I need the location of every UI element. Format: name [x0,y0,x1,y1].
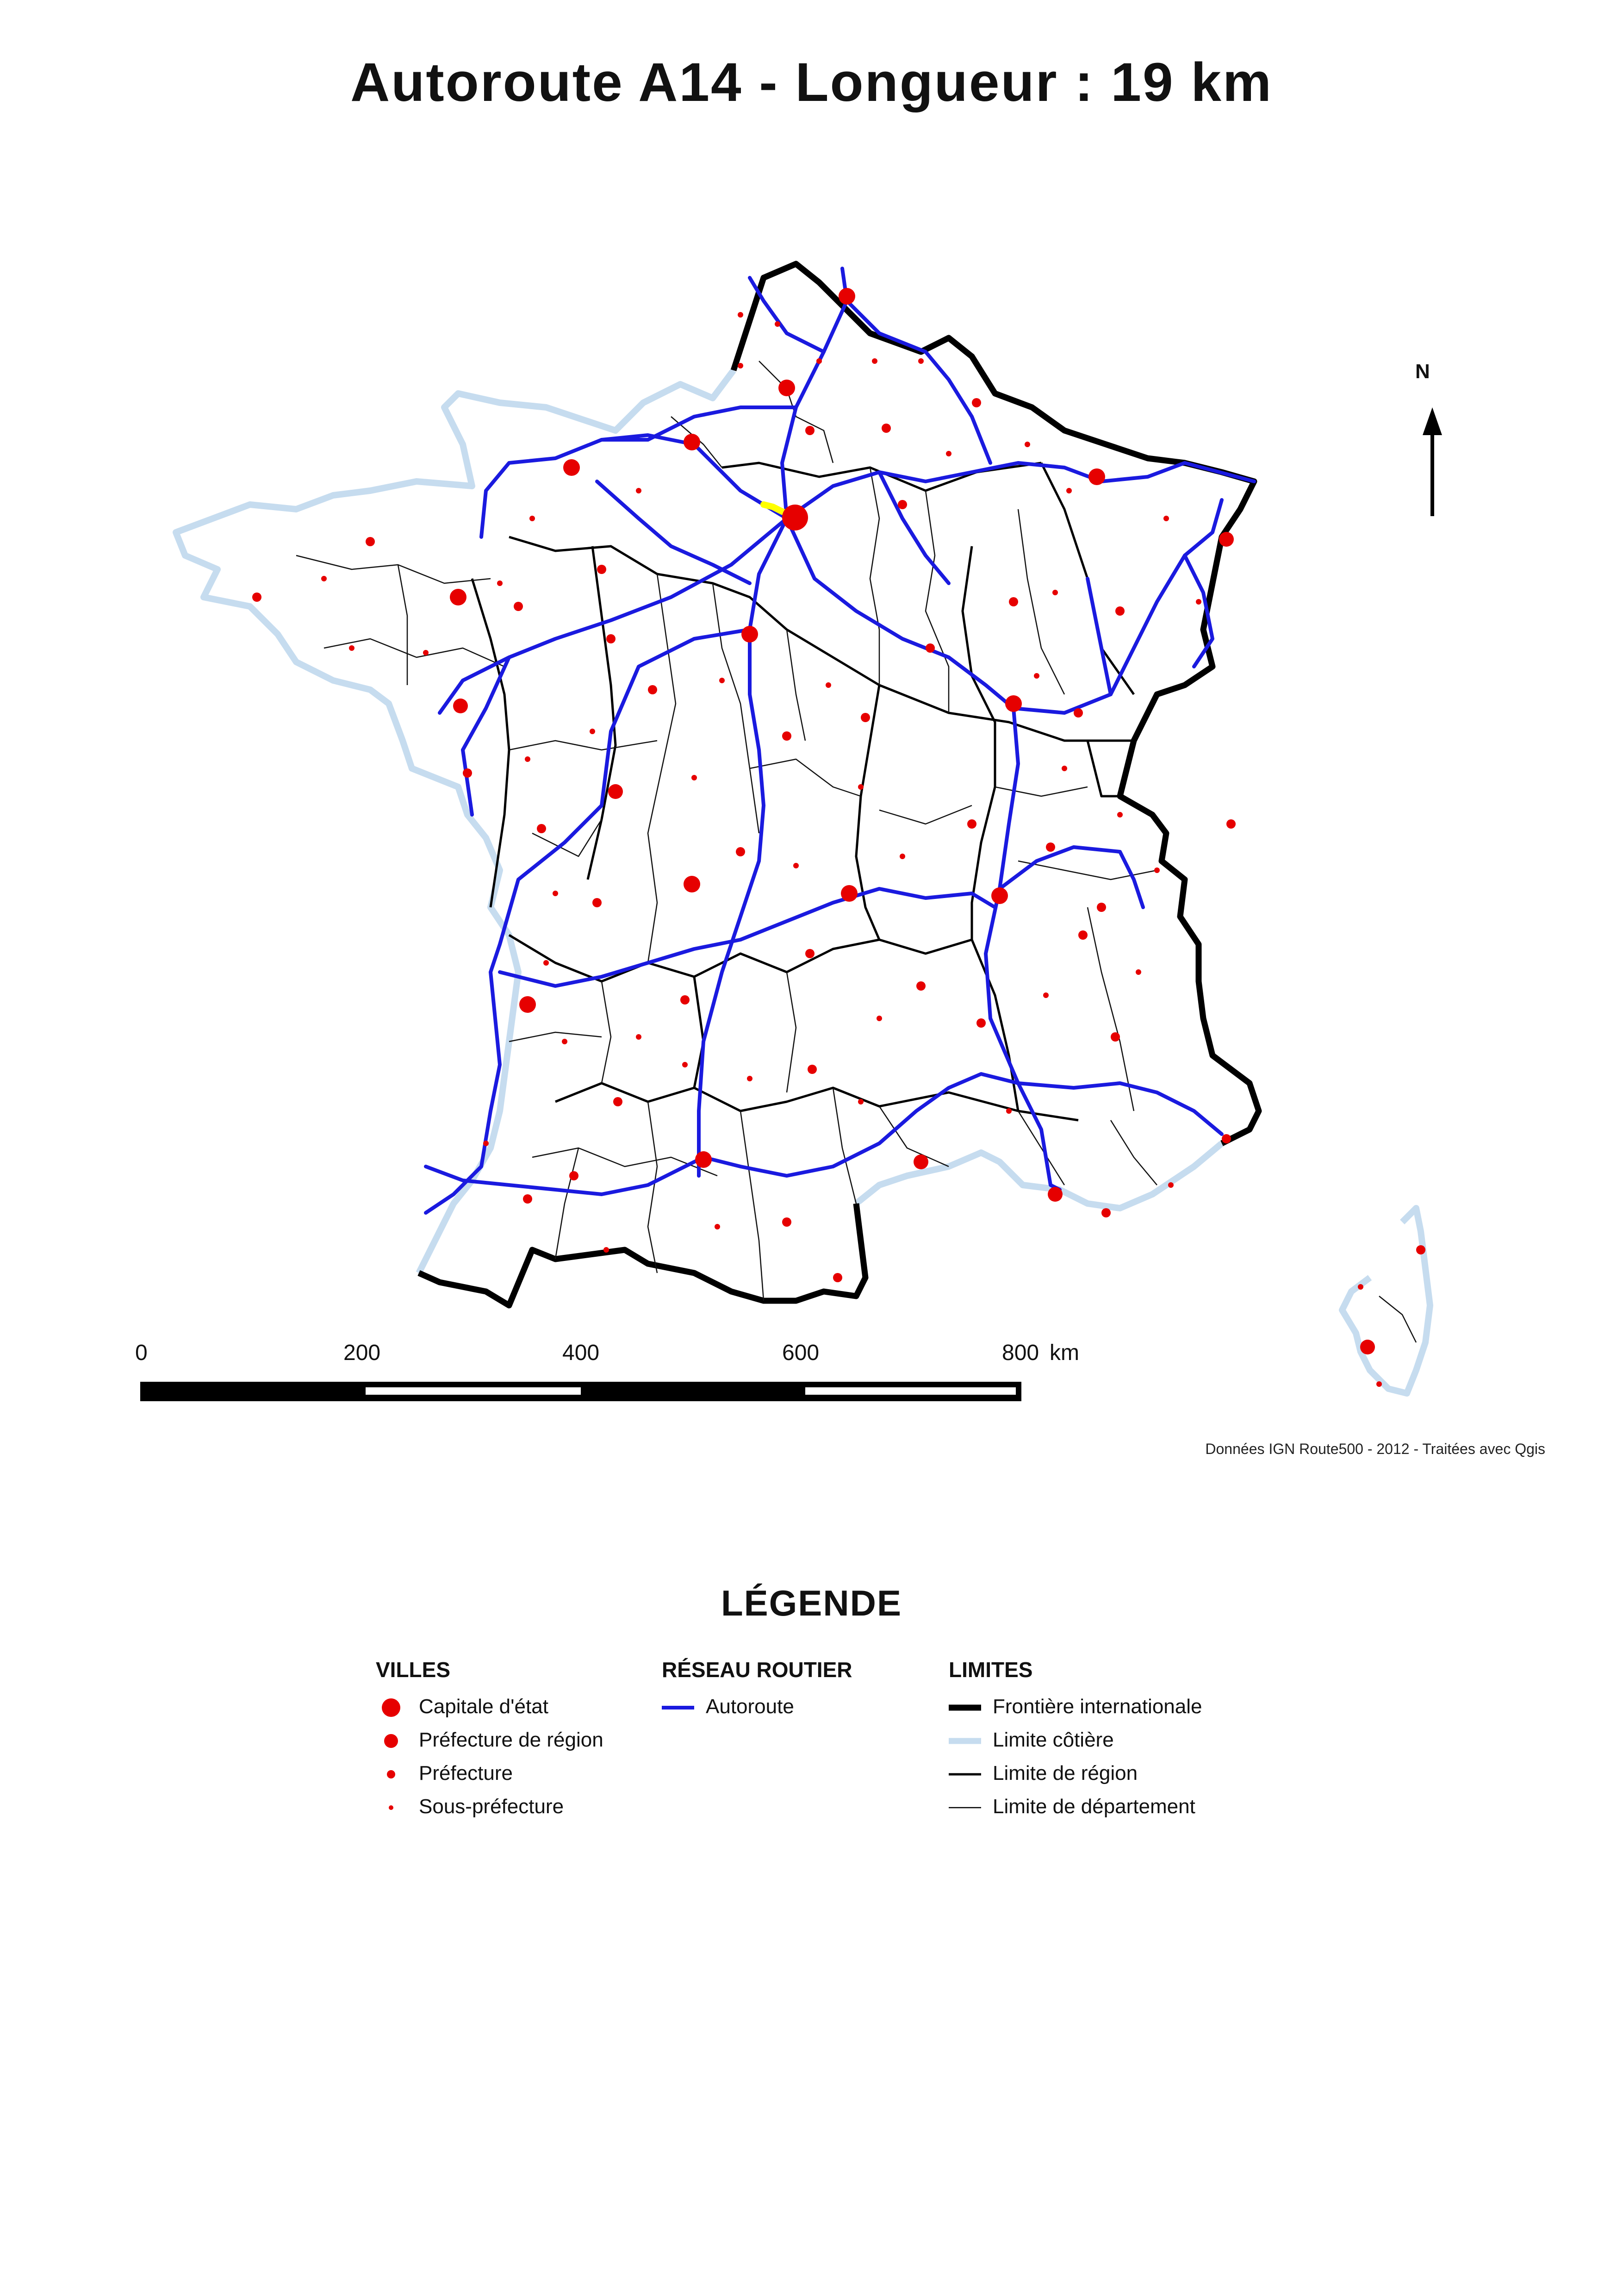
legend-subprefecture-label: Sous-préfecture [419,1795,564,1818]
legend-capital-symbol [382,1698,400,1717]
international-border [419,264,1259,1305]
legend-villes-title: VILLES [376,1658,451,1682]
scale-tick-600: 600 [782,1341,820,1365]
legend-prefecture-symbol [387,1770,395,1778]
legend-title: LÉGENDE [721,1583,902,1623]
legend-autoroute-label: Autoroute [706,1695,794,1718]
scale-tick-0: 0 [135,1341,148,1365]
scale-tick-800: 800 [1002,1341,1039,1365]
scale-tick-400: 400 [562,1341,600,1365]
cities [252,288,1425,1387]
scale-bar [141,1383,1020,1400]
city-prefecture-region [563,459,580,476]
north-label: N [1415,360,1430,383]
legend-coast-label: Limite côtière [993,1728,1114,1751]
legend-region-prefecture-label: Préfecture de région [419,1728,603,1751]
legend-international-border-label: Frontière internationale [993,1695,1202,1718]
north-arrow [1423,407,1442,516]
region-limits [472,463,1134,1120]
source-credit: Données IGN Route500 - 2012 - Traitées avec Qgis [1205,1441,1545,1457]
legend-limites-title: LIMITES [949,1658,1033,1682]
legend-capital-label: Capitale d'état [419,1695,548,1718]
city-capital-paris [782,505,808,530]
legend-department-limit-label: Limite de département [993,1795,1195,1818]
legend-subprefecture-symbol [389,1805,393,1810]
legend-region-prefecture-symbol [384,1734,398,1748]
legend-prefecture-label: Préfecture [419,1762,513,1784]
map-title: Autoroute A14 - Longueur : 19 km [350,52,1273,113]
legend-region-limit-label: Limite de région [993,1762,1138,1784]
scale-tick-200: 200 [343,1341,381,1365]
legend-reseau-title: RÉSEAU ROUTIER [662,1658,852,1682]
scale-unit: km [1050,1341,1079,1365]
